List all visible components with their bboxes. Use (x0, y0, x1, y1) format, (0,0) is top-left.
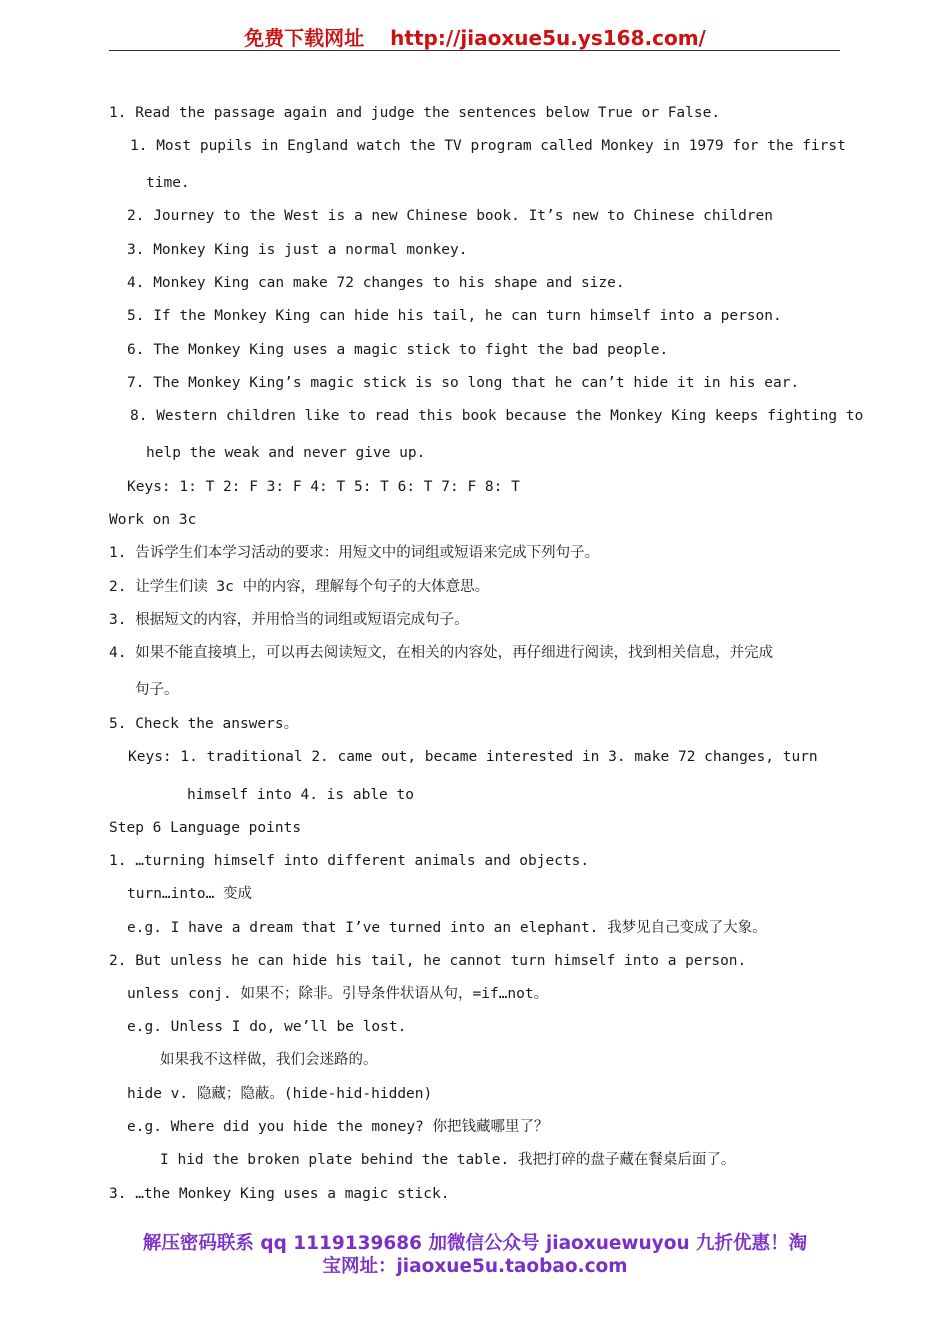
text-line: 6. The Monkey King uses a magic stick to fight the bad people. (127, 342, 669, 358)
text-line: 5. Check the answers。 (109, 716, 299, 732)
answer-keys: Keys: 1. traditional 2. came out, became interested in 3. make 72 changes, turn (128, 749, 818, 765)
text-line: e.g. Where did you hide the money? 你把钱藏哪里了？ (127, 1119, 549, 1135)
text-line: time. (146, 175, 190, 191)
text-line: 8. Western children like to read this book because the Monkey King keeps fighting to (130, 408, 864, 424)
text-line: 2. But unless he can hide his tail, he cannot turn himself into a person. (109, 953, 747, 969)
text-line: 如果我不这样做，我们会迷路的。 (160, 1052, 378, 1068)
text-line: 4. Monkey King can make 72 changes to his shape and size. (127, 275, 625, 291)
text-line: e.g. I have a dream that I’ve turned into an elephant. 我梦见自己变成了大象。 (127, 920, 767, 936)
text-line: e.g. Unless I do, we’ll be lost. (127, 1019, 407, 1035)
text-line: hide v. 隐藏；隐蔽。(hide-hid-hidden) (127, 1086, 433, 1102)
site-label: 免费下载网址 (244, 26, 365, 50)
text-line: 2. Journey to the West is a new Chinese book. It’s new to Chinese children (127, 208, 774, 224)
text-line: 2. 让学生们读 3c 中的内容，理解每个句子的大体意思。 (109, 579, 490, 595)
text-line: 3. Monkey King is just a normal monkey. (127, 242, 468, 258)
text-line: 4. 如果不能直接填上，可以再去阅读短文，在相关的内容处，再仔细进行阅读，找到相关信息，并完成 (109, 645, 774, 661)
text-line: I hid the broken plate behind the table. 我把打碎的盘子藏在餐桌后面了。 (160, 1152, 736, 1168)
section-heading: Work on 3c (109, 512, 197, 528)
text-line: 1. Most pupils in England watch the TV program called Monkey in 1979 for the first (130, 138, 846, 154)
header-url-link[interactable]: http://jiaoxue5u.ys168.com/ (390, 26, 706, 50)
text-line: unless conj. 如果不；除非。引导条件状语从句，=if…not。 (127, 986, 549, 1002)
text-line: 7. The Monkey King’s magic stick is so long that he can’t hide it in his ear. (127, 375, 800, 391)
text-line: help the weak and never give up. (146, 445, 426, 461)
text-line: himself into 4. is able to (187, 787, 414, 803)
text-line: turn…into… 变成 (127, 886, 253, 902)
text-line: 1. 告诉学生们本学习活动的要求：用短文中的词组或短语来完成下列句子。 (109, 545, 600, 561)
section-heading: Step 6 Language points (109, 820, 302, 836)
text-line: 1. …turning himself into different animals and objects. (109, 853, 590, 869)
text-line: 3. 根据短文的内容，并用恰当的词组或短语完成句子。 (109, 612, 469, 628)
text-line: 5. If the Monkey King can hide his tail, he can turn himself into a person. (127, 308, 782, 324)
answer-keys: Keys: 1: T 2: F 3: F 4: T 5: T 6: T 7: F 8: T (127, 479, 520, 495)
header-divider (109, 50, 840, 51)
footer-contact-line: 解压密码联系 qq 1119139686 加微信公众号 jiaoxuewuyou 九折优惠！淘 (142, 1233, 808, 1254)
text-line: 3. …the Monkey King uses a magic stick. (109, 1186, 450, 1202)
footer-shop-line: 宝网址：jiaoxue5u.taobao.com (322, 1256, 628, 1277)
text-line: 1. Read the passage again and judge the sentences below True or False. (109, 105, 721, 121)
page-header (0, 22, 950, 51)
text-line: 句子。 (135, 682, 179, 698)
